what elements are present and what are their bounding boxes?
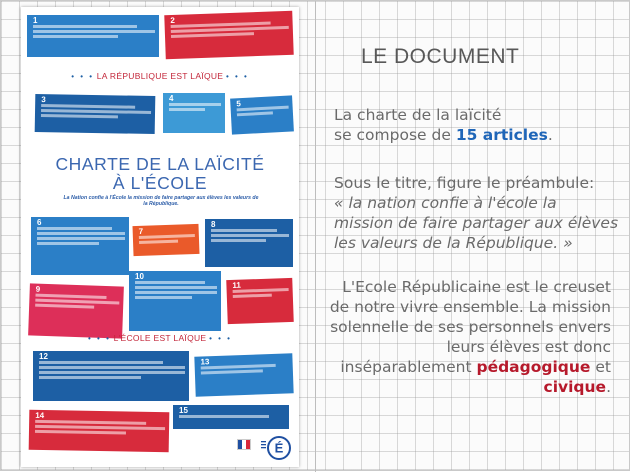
article-number: 5 [236,99,242,109]
article-number: 7 [138,226,144,236]
poster-title [21,155,299,193]
article-ribbon-4 [163,93,225,133]
poster-title-line-2: À L'ÉCOLE [112,173,208,193]
p1-line-a: La charte de la laïcité [334,106,502,124]
article-number: 4 [169,94,174,103]
article-ribbon-11 [226,278,293,324]
article-number: 11 [232,280,242,290]
mission-period: . [606,378,611,396]
article-ribbon-15 [173,405,289,429]
article-number: 3 [41,95,46,105]
ministry-logo [261,435,291,461]
p1-text: se compose de [334,126,451,144]
preamble-quote: « la nation confie à l'école la mission de faire partager aux élèves les valeurs de la République. » [334,194,619,252]
keyword-pedagogique: pédagogique [476,358,591,376]
slide-heading: LE DOCUMENT [361,45,520,68]
p1-period: . [547,126,553,144]
article-number: 14 [35,410,45,421]
svg-text:É: É [274,440,284,456]
charter-poster [21,7,299,467]
poster-title-line-1: CHARTE DE LA LAÏCITÉ [55,154,265,174]
article-number: 6 [37,218,42,227]
article-ribbon-5 [230,95,294,134]
banner-republique: • • • LA RÉPUBLIQUE EST LAÏQUE • • • [71,71,249,81]
article-ribbon-6 [31,217,129,275]
article-number: 2 [170,15,176,26]
banner-ecole: • • • L'ÉCOLE EST LAÏQUE • • • [88,333,232,343]
article-number: 10 [135,272,144,281]
article-number: 1 [33,16,38,25]
mission-and: et [595,358,611,376]
article-ribbon-12 [33,351,189,401]
article-ribbon-1 [27,15,159,57]
articles-count: 15 articles [455,126,548,144]
article-number: 12 [39,352,48,361]
article-ribbon-9 [28,283,124,338]
p1-line-b [334,125,614,145]
banner-ecole-text: L'ÉCOLE EST LAÏQUE [113,333,207,343]
article-ribbon-13 [194,353,293,396]
article-ribbon-2 [164,11,293,59]
keyword-civique: civique [543,378,607,396]
banner-republique-text: LA RÉPUBLIQUE EST LAÏQUE [96,71,224,81]
article-ribbon-10 [129,271,221,331]
paragraph-articles [334,105,614,145]
article-number: 15 [179,406,188,415]
french-flag-icon [237,439,251,450]
article-ribbon-7 [132,224,199,256]
paragraph-mission [319,277,611,397]
article-number: 13 [200,357,210,367]
article-number: 8 [211,220,216,229]
article-ribbon-3 [35,94,156,134]
preamble-lead: Sous le titre, figure le préambule: [334,174,595,192]
article-ribbon-8 [205,219,293,267]
article-ribbon-14 [29,410,170,452]
mission-text: L'Ecole Républicaine est le creuset de notre vivre ensemble. La mission solennelle de ses personnels envers leurs élèves est donc inséparablement [329,278,611,376]
page-divider [315,1,316,472]
article-number: 9 [35,284,41,294]
paragraph-preamble [334,173,619,253]
poster-subtitle: La Nation confie à l'École la mission de faire partager aux élèves les valeurs de la République. [63,195,259,208]
